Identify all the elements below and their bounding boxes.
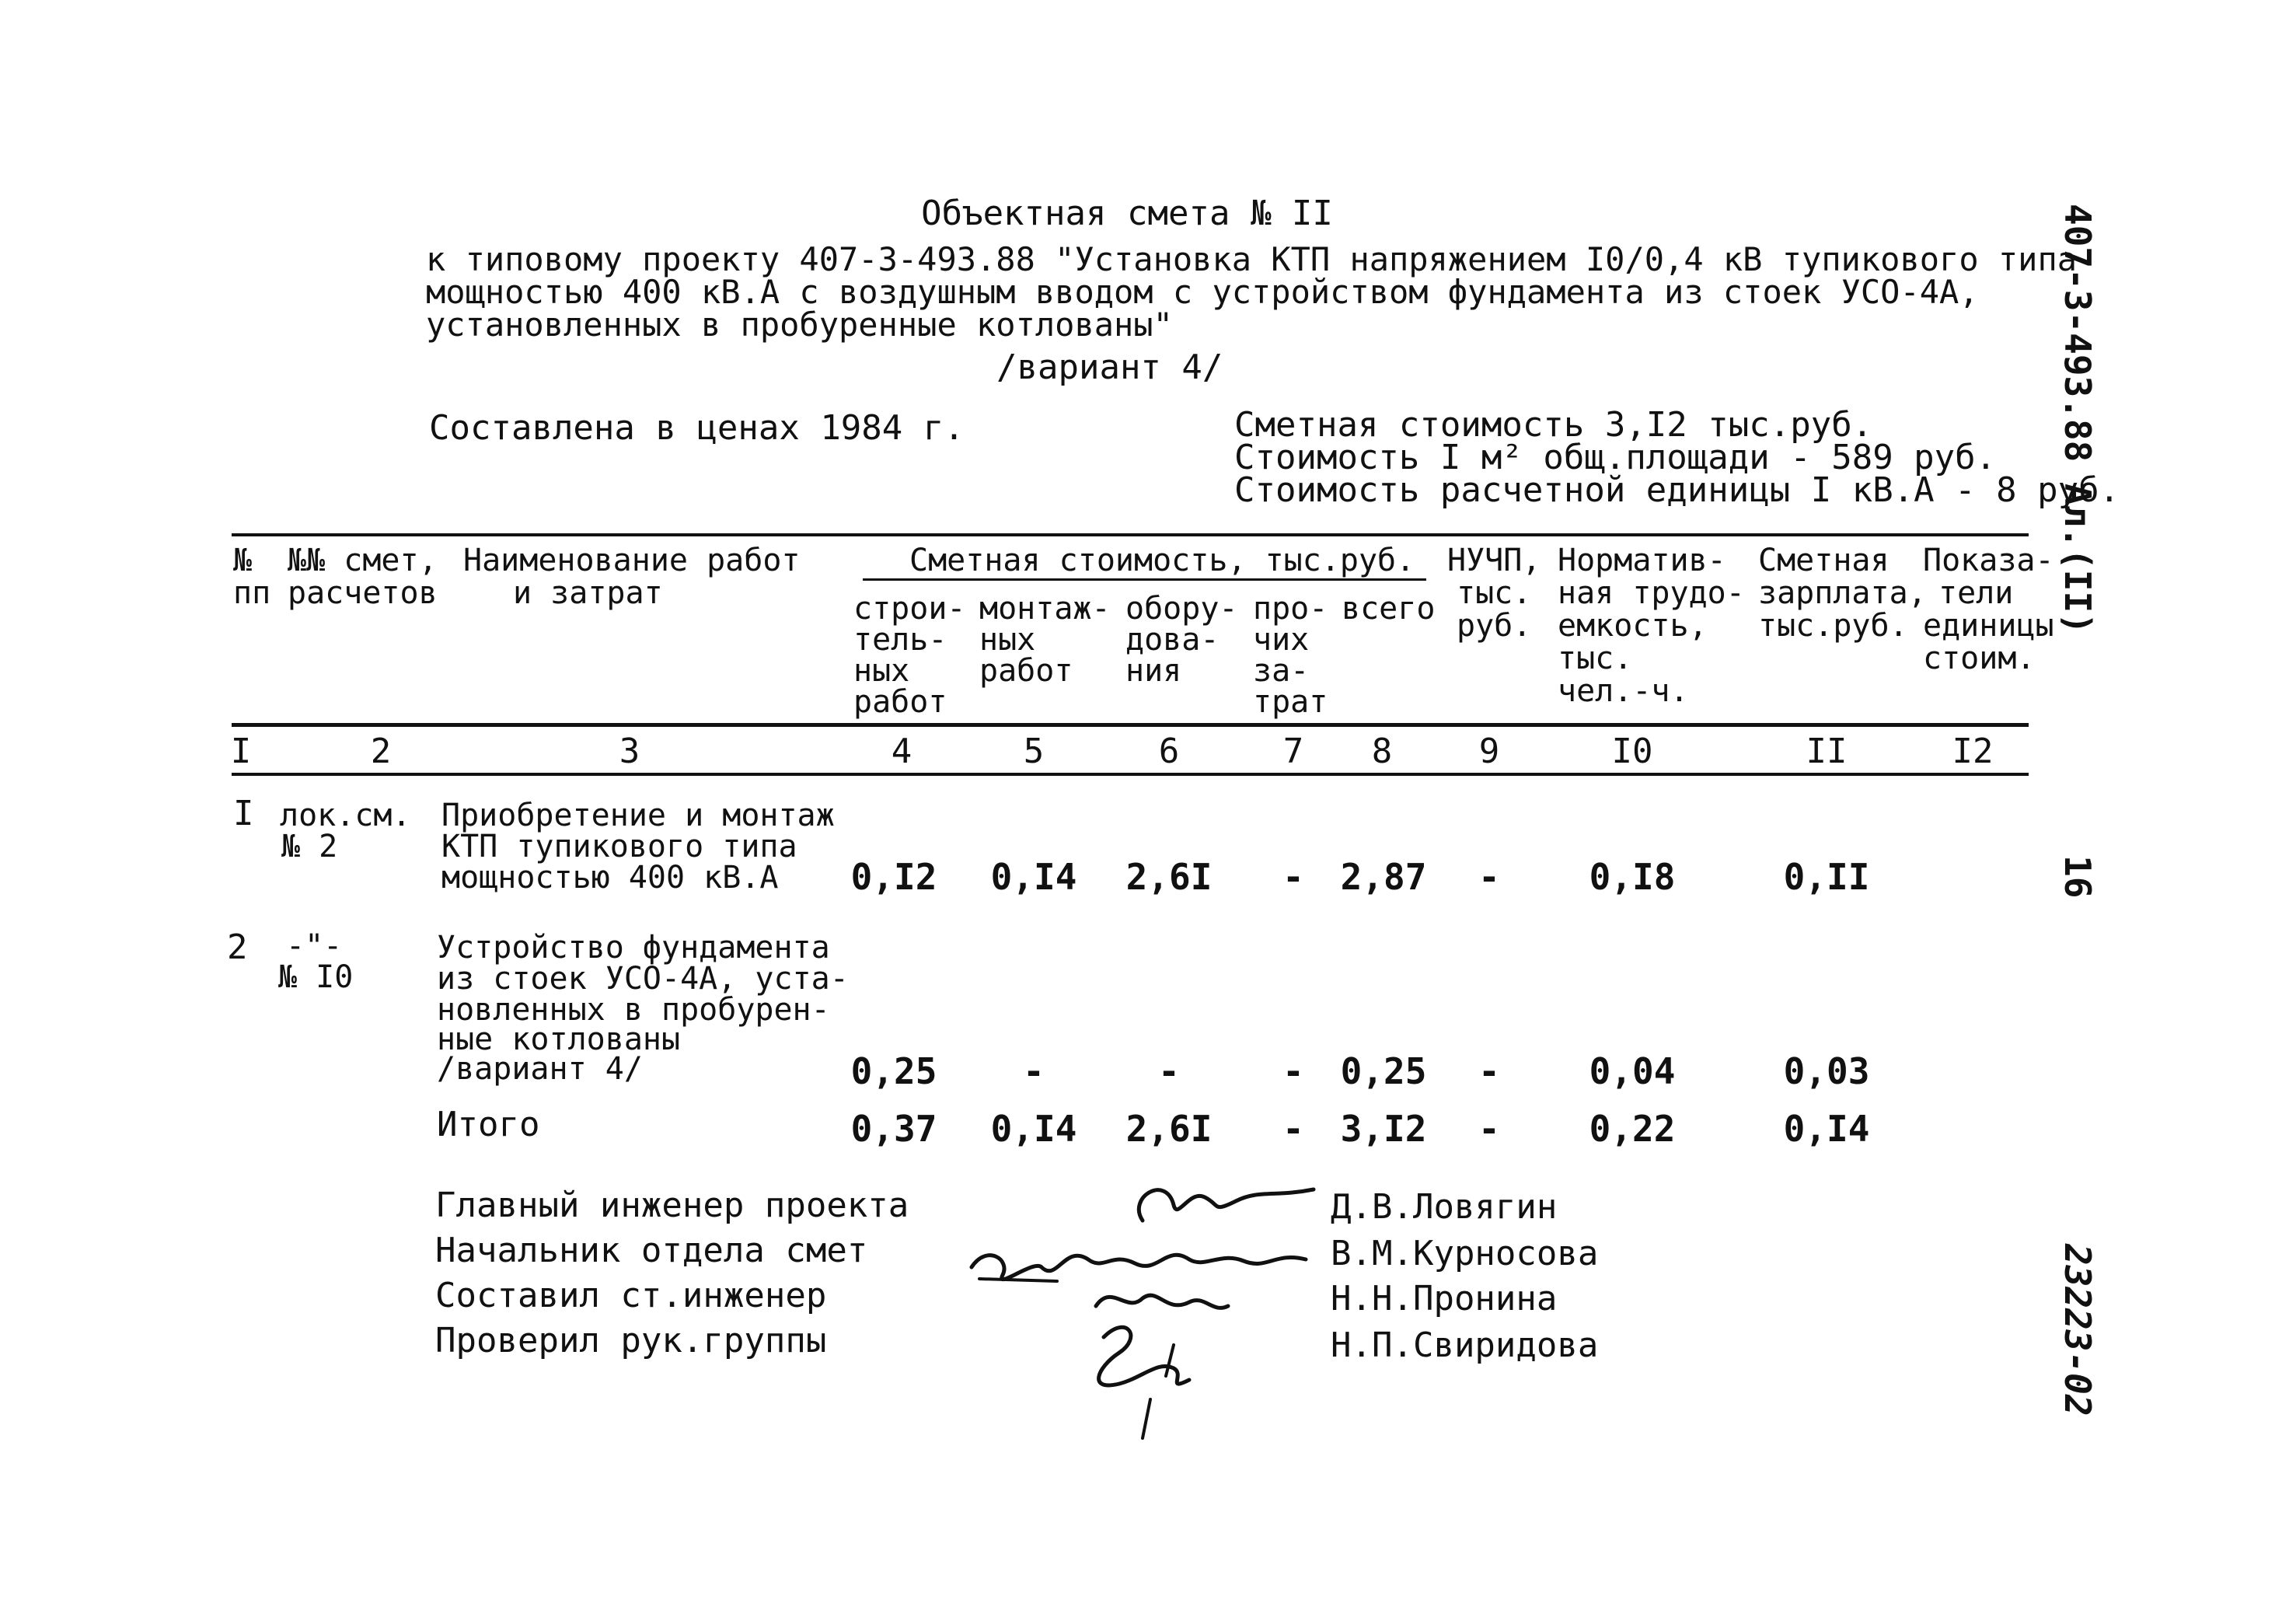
variant-label: /вариант 4/	[996, 347, 1223, 387]
colnum-3: 3	[619, 732, 640, 771]
header-col2-line1: №№ смет,	[288, 543, 438, 578]
name-chief-engineer: Д.В.Ловягин	[1331, 1187, 1558, 1227]
header-col11-line1: Сметная	[1758, 543, 1889, 578]
row2-installation: -	[1023, 1050, 1045, 1092]
row2-labor: 0,04	[1589, 1050, 1676, 1092]
header-col4-line1: строи-	[853, 591, 966, 627]
header-col10-line5: чел.-ч.	[1558, 673, 1689, 709]
colnum-1: I	[230, 732, 252, 771]
row1-construction: 0,I2	[850, 856, 937, 898]
header-col10-line1: Норматив-	[1558, 543, 1726, 578]
row1-total: 2,87	[1340, 856, 1427, 898]
colnum-7: 7	[1282, 732, 1304, 771]
header-col1-line1: №	[233, 543, 253, 578]
header-col7-line3: за-	[1253, 653, 1310, 689]
colnum-12: I2	[1952, 732, 1994, 771]
header-col10-line4: тыс.	[1558, 641, 1633, 676]
header-col6-line1: обору-	[1125, 591, 1238, 627]
row2-construction: 0,25	[850, 1050, 937, 1092]
row2-name-line2: из стоек УСО-4А, уста-	[437, 961, 849, 997]
name-checker: Н.П.Свиридова	[1331, 1325, 1599, 1365]
role-checker: Проверил рук.группы	[435, 1321, 827, 1360]
header-col7-line2: чих	[1253, 622, 1310, 658]
header-col6-line2: дова-	[1125, 622, 1220, 658]
header-col12-line3: единицы	[1923, 608, 2054, 644]
estimated-cost: Сметная стоимость 3,I2 тыс.руб.	[1234, 405, 1873, 445]
header-col11-line3: тыс.руб.	[1758, 608, 1908, 644]
role-department-head: Начальник отдела смет	[435, 1231, 868, 1270]
row2-total: 0,25	[1340, 1050, 1427, 1092]
row1-installation: 0,I4	[990, 856, 1077, 898]
row2-ref-line2: № I0	[278, 959, 354, 995]
header-col5-line3: работ	[979, 653, 1073, 689]
row1-nuchp: -	[1478, 856, 1500, 898]
colnum-5: 5	[1023, 732, 1045, 771]
row2-ref-line1: -"-	[286, 928, 343, 964]
total-other: -	[1282, 1108, 1304, 1150]
total-wages: 0,I4	[1783, 1108, 1870, 1150]
colnum-2: 2	[370, 732, 392, 771]
total-nuchp: -	[1478, 1108, 1500, 1150]
header-col10-line2: ная трудо-	[1558, 575, 1745, 611]
row2-other: -	[1282, 1050, 1304, 1092]
header-col9-line3: руб.	[1457, 608, 1532, 644]
document-code: 407-3-493.88 Ал.(II)	[2057, 204, 2099, 634]
row2-number: 2	[227, 927, 248, 967]
colnum-11: II	[1806, 732, 1848, 771]
header-bottom-rule	[232, 723, 2029, 727]
row2-nuchp: -	[1478, 1050, 1500, 1092]
header-col1-line2: пп	[233, 575, 271, 611]
subtitle-line-1: к типовому проекту 407-3-493.88 "Установка КТП напряжением I0/0,4 кВ тупикового типа	[426, 240, 2078, 278]
header-col11-line2: зарплата,	[1758, 575, 1927, 611]
row2-wages: 0,03	[1783, 1050, 1870, 1092]
row1-ref-line2: № 2	[281, 829, 338, 864]
header-col12-line2: тели	[1938, 575, 2014, 611]
total-label: Итого	[437, 1105, 540, 1144]
total-construction: 0,37	[850, 1108, 937, 1150]
header-col3-line2: и затрат	[513, 575, 663, 611]
row2-equipment: -	[1158, 1050, 1180, 1092]
row1-name-line2: КТП тупикового типа	[441, 829, 797, 864]
role-chief-engineer: Главный инженер проекта	[435, 1186, 909, 1225]
row1-name-line1: Приобретение и монтаж	[441, 798, 835, 833]
header-col9-line2: тыс.	[1457, 575, 1532, 611]
cost-per-area: Стоимость I м² общ.площади - 589 руб.	[1234, 438, 1997, 477]
role-compiler: Составил ст.инженер	[435, 1276, 827, 1315]
colnum-6: 6	[1158, 732, 1180, 771]
row1-wages: 0,II	[1783, 856, 1870, 898]
header-group-cost: Сметная стоимость, тыс.руб.	[909, 543, 1415, 578]
header-col4-line2: тель-	[853, 622, 947, 658]
column-numbers-rule	[232, 773, 2029, 776]
row2-name-line1: Устройство фундамента	[437, 930, 830, 966]
colnum-10: I0	[1611, 732, 1653, 771]
header-col5-line2: ных	[979, 622, 1036, 658]
row2-name-line3: новленных в пробурен-	[437, 992, 830, 1028]
header-col6-line3: ния	[1125, 653, 1182, 689]
row2-name-line4: ные котлованы	[437, 1022, 681, 1057]
subtitle-line-3: установленных в пробуренные котлованы"	[426, 306, 1173, 344]
colnum-8: 8	[1371, 732, 1393, 771]
signature-checker	[1073, 1306, 1228, 1446]
row2-name-line5: /вариант 4/	[437, 1051, 643, 1087]
header-col7-line4: трат	[1253, 684, 1328, 720]
row1-labor: 0,I8	[1589, 856, 1676, 898]
colnum-4: 4	[891, 732, 912, 771]
total-equipment: 2,6I	[1125, 1108, 1213, 1150]
total-installation: 0,I4	[990, 1108, 1077, 1150]
header-col12-line1: Показа-	[1923, 543, 2054, 578]
row1-name-line3: мощностью 400 кВ.А	[441, 860, 779, 896]
row1-other: -	[1282, 856, 1304, 898]
table-top-rule	[232, 533, 2029, 536]
total-labor: 0,22	[1589, 1108, 1676, 1150]
prices-note: Составлена в ценах 1984 г.	[429, 408, 965, 448]
total-sum: 3,I2	[1340, 1108, 1427, 1150]
inventory-number: 23223-02	[2057, 1244, 2099, 1416]
name-department-head: В.М.Курносова	[1331, 1234, 1599, 1273]
subtitle-line-2: мощностью 400 кВ.А с воздушным вводом с устройством фундамента из стоек УСО-4А,	[426, 273, 1979, 311]
header-col4-line4: работ	[853, 684, 947, 720]
header-col2-line2: расчетов	[288, 575, 438, 611]
header-col5-line1: монтаж-	[979, 591, 1111, 627]
row1-ref-line1: лок.см.	[280, 798, 411, 833]
header-col3-line1: Наименование работ	[463, 543, 801, 578]
cost-per-unit: Стоимость расчетной единицы I кВ.А - 8 руб.	[1234, 470, 2120, 510]
header-col7-line1: про-	[1253, 591, 1328, 627]
page-number: 16	[2057, 855, 2099, 899]
colnum-9: 9	[1478, 732, 1500, 771]
header-col12-line4: стоим.	[1923, 641, 2036, 676]
header-col9-line1: НУЧП,	[1447, 543, 1541, 578]
header-col8-line1: всего	[1342, 591, 1436, 627]
name-compiler: Н.Н.Пронина	[1331, 1279, 1558, 1318]
row1-equipment: 2,6I	[1125, 856, 1213, 898]
header-group-underline	[863, 578, 1426, 581]
header-col10-line3: емкость,	[1558, 608, 1708, 644]
header-col4-line3: ных	[853, 653, 910, 689]
document-title: Объектная смета № II	[921, 194, 1333, 233]
row1-number: I	[233, 794, 254, 833]
